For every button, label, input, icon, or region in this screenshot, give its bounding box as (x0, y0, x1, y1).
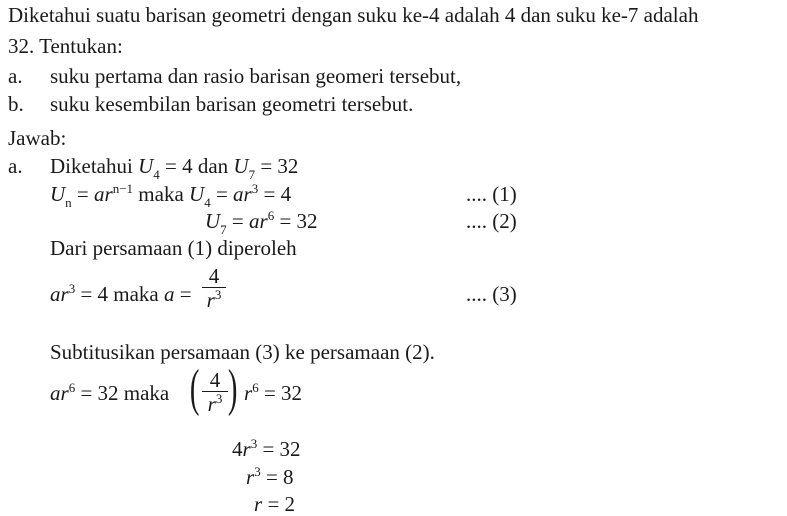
fraction-denominator-exp: 3 (214, 287, 222, 302)
question-line-1: Diketahui suatu barisan geometri dengan suku ke-4 adalah 4 dan suku ke-7 adalah (8, 3, 699, 27)
exp-6: 6 (68, 380, 76, 395)
right-paren: ) (227, 360, 238, 417)
step-exp: 3 (250, 436, 258, 451)
step-coef: 4 (232, 437, 243, 461)
exp-6: 6 (252, 380, 259, 395)
eq2-rhs: = 32 (279, 209, 318, 233)
fraction-4-over-r3: 4 $r^3$ (202, 370, 228, 415)
u4-subscript: 4 (204, 195, 211, 210)
exp-3: 3 (68, 281, 76, 296)
step-rhs: = 2 (267, 492, 296, 516)
u4-subscript: 4 (153, 167, 160, 182)
eq4-mid: = 32 maka (80, 381, 170, 405)
u4-value: = 4 dan (164, 154, 229, 178)
eq4-rhs: = 32 (263, 381, 303, 405)
maka-text: maka (138, 182, 184, 206)
step-2: $r^3 = 8$ (246, 464, 294, 489)
exp-6: 6 (267, 208, 275, 223)
answer-part-label: a. (8, 154, 23, 178)
equation-3-tag: .... (3) (466, 282, 517, 306)
given-line: Diketahui $U_4 = 4$ dan $U_7 = 32$ (50, 154, 299, 182)
un-subscript: n (65, 195, 72, 210)
step-3: r = 2 (254, 492, 296, 516)
u7-value: = 32 (260, 154, 299, 178)
equation-2-tag: .... (2) (466, 209, 517, 233)
question-item-a-label: a. (8, 64, 23, 88)
fraction-numerator: 4 (209, 368, 221, 392)
equation-4: $ar^6 = 32$ maka (50, 380, 170, 405)
from-eq1-text: Dari persamaan (1) diperoleh (50, 236, 297, 260)
answer-heading: Jawab: (8, 126, 67, 150)
left-paren: ( (189, 360, 200, 417)
un-exponent: n−1 (112, 181, 134, 196)
question-item-b-text: suku kesembilan barisan geometri tersebut. (50, 92, 414, 116)
eq3-mid: = 4 maka (80, 282, 159, 306)
step-1: $4r^3 = 32$ (232, 436, 301, 461)
step-rhs: = 32 (262, 437, 301, 461)
question-line-2: 32. Tentukan: (8, 34, 123, 58)
equation-1-tag: .... (1) (466, 182, 517, 206)
question-item-b-label: b. (8, 92, 24, 116)
question-item-a-text: suku pertama dan rasio barisan geomeri tersebut, (50, 64, 462, 88)
u7-subscript: 7 (248, 167, 256, 182)
step-exp: 3 (254, 464, 261, 479)
fraction-denominator-exp: 3 (215, 391, 223, 406)
fraction-4-over-r3: 4 $r^3$ (202, 266, 226, 311)
given-prefix: Diketahui (50, 154, 133, 178)
equation-2: $U_7 = ar^6 = 32$ (205, 208, 318, 237)
equation-1: $U_n = ar^{n-1}$ maka $U_4 = ar^3 = 4$ (50, 181, 292, 210)
equals-sign: = (179, 282, 192, 306)
fraction-numerator: 4 (208, 264, 220, 288)
eq1-rhs: = 4 (263, 182, 292, 206)
equation-4-rhs: $r^6 = 32$ (244, 380, 303, 405)
equation-3: $ar^3 = 4$ maka a = (50, 281, 192, 306)
exp-3: 3 (251, 181, 259, 196)
substitute-text: Subtitusikan persamaan (3) ke persamaan (2). (50, 340, 435, 364)
step-rhs: = 8 (265, 465, 294, 489)
u7-subscript: 7 (220, 222, 227, 237)
